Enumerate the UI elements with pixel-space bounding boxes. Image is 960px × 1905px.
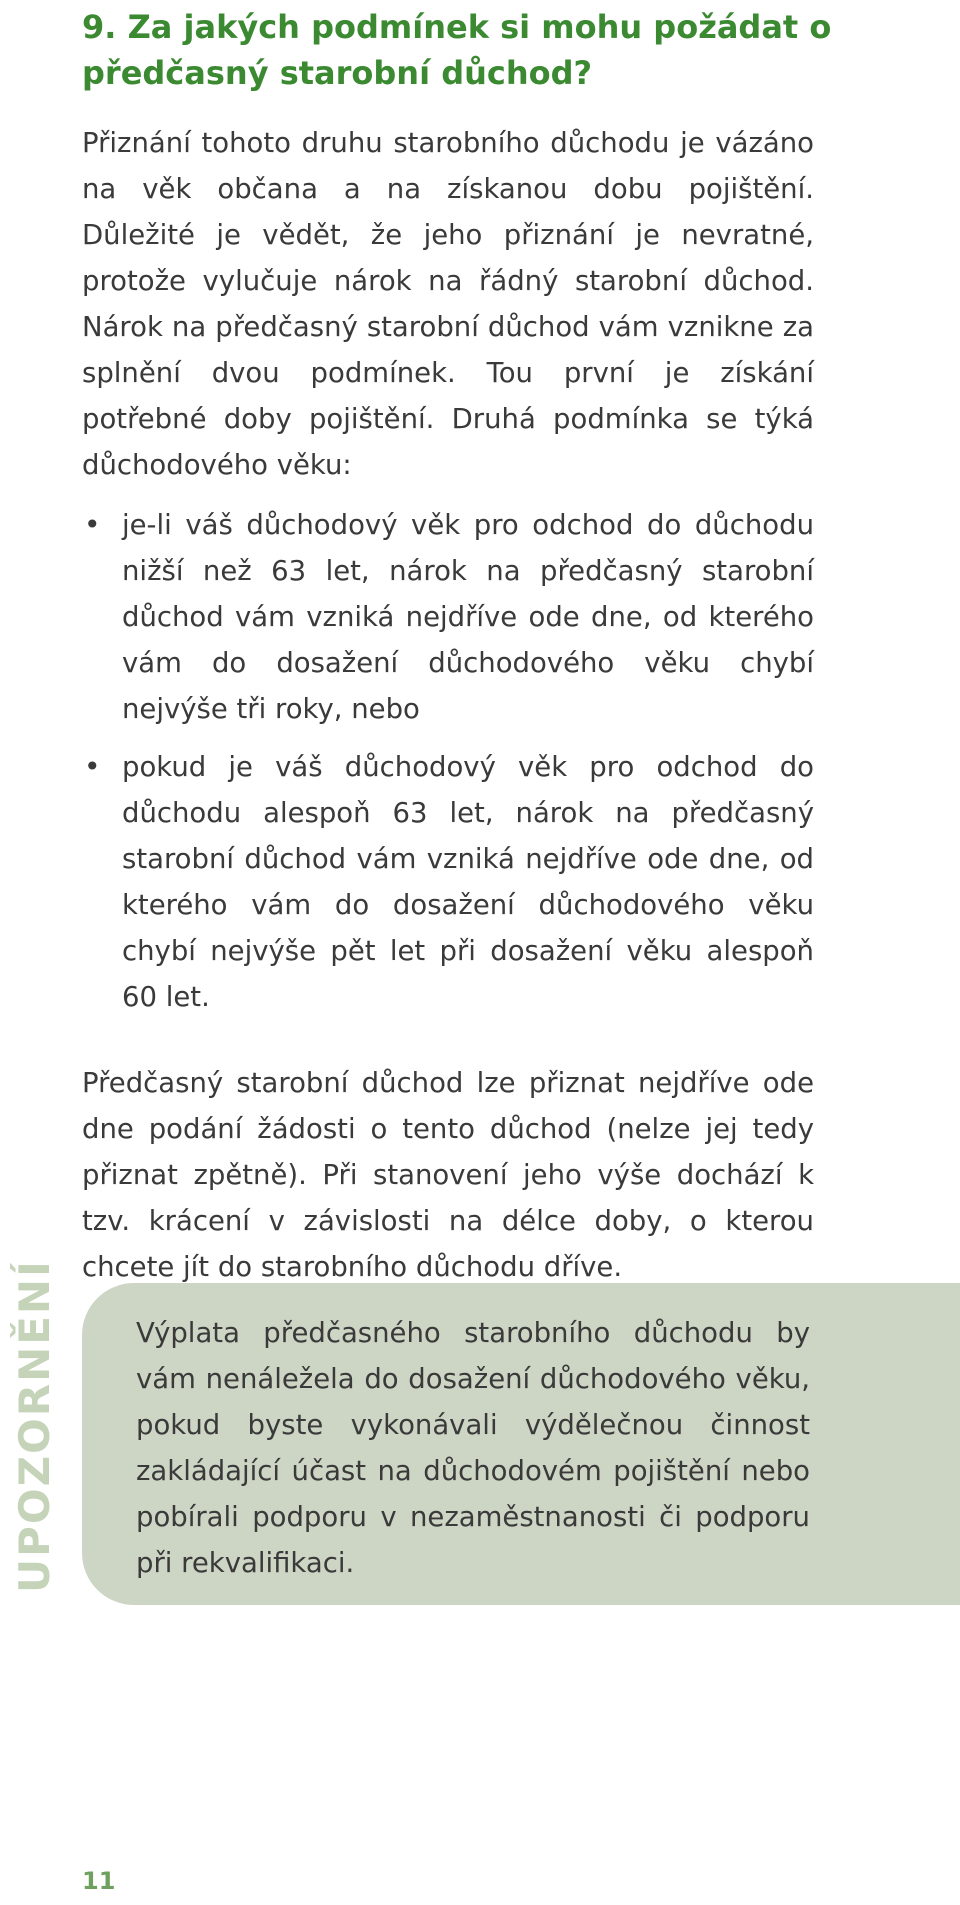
intro-paragraph: Přiznání tohoto druhu starobního důchodu je vázáno na věk občana a na získanou dobu pojištění. Důležité je vědět, že jeho přiznání je nevratné, protože vylučuje nárok na řádný starobní důchod. Nárok na předčasný starobní důchod vám vznikne za splnění dvou podmínek. Tou první je získání potřebné doby pojištění. Druhá podmínka se týká důchodového věku: — [82, 127, 814, 481]
list-item-text: je-li váš důchodový věk pro odchod do důchodu nižší než 63 let, nárok na předčasný starobní důchod vám vzniká nejdříve ode dne, od kterého vám do dosažení důchodového věku chybí nejvýše tři roky, nebo — [122, 509, 814, 725]
main-content — [82, 120, 814, 1290]
list-item — [82, 744, 814, 1020]
section-heading: 9. Za jakých podmínek si mohu požádat o předčasný starobní důchod? — [82, 8, 832, 92]
page-number: 11 — [82, 1867, 116, 1895]
warning-label: UPOZORNĚNÍ — [10, 1259, 59, 1593]
bullet-icon: • — [84, 508, 101, 541]
bullet-icon: • — [84, 750, 101, 783]
list-item-text: pokud je váš důchodový věk pro odchod do důchodu alespoň 63 let, nárok na předčasný starobní důchod vám vzniká nejdříve ode dne, od kterého vám do dosažení důchodového věku chybí nejvýše pět let při dosažení věku alespoň 60 let. — [122, 751, 814, 1013]
closing-paragraph: Předčasný starobní důchod lze přiznat nejdříve ode dne podání žádosti o tento důchod (nelze jej tedy přiznat zpětně). Při stanovení jeho výše dochází k tzv. krácení v závislosti na délce doby, o kterou chcete jít do starobního důchodu dříve. — [82, 1067, 814, 1283]
warning-text: Výplata předčasného starobního důchodu by vám nenáležela do dosažení důchodového věku, pokud byste vykonávali výdělečnou činnost zakládající účast na důchodovém pojištění nebo pobírali podporu v nezaměstnanosti či podporu při rekvalifikaci. — [136, 1317, 810, 1579]
conditions-list — [82, 502, 814, 1020]
list-item — [82, 502, 814, 732]
